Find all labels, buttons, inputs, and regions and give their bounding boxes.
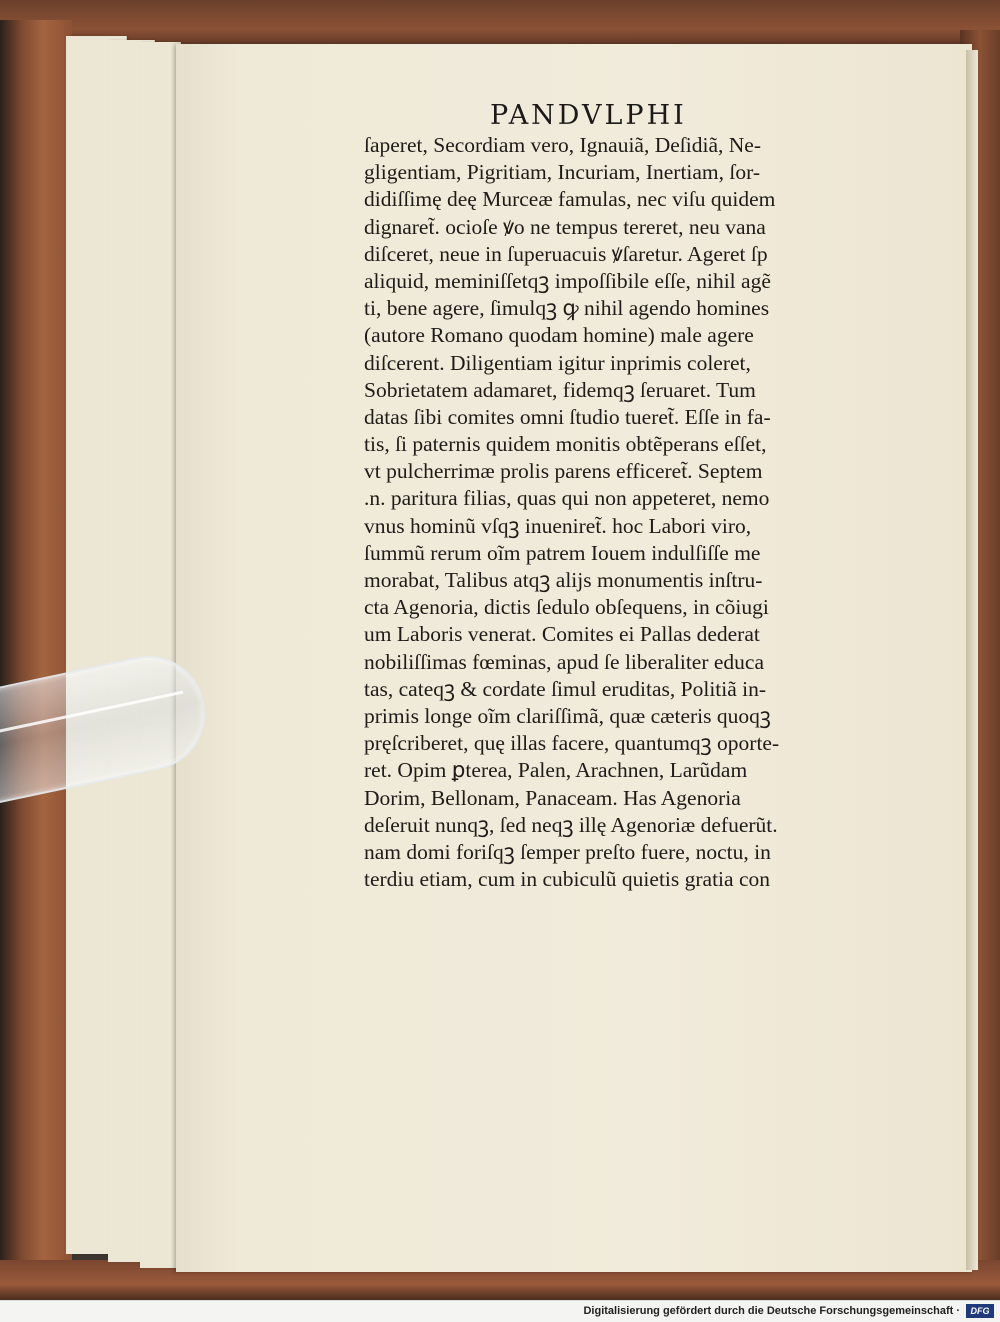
footer-credit: Digitalisierung gefördert durch die Deutsche Forschungsgemeinschaft ·	[583, 1305, 960, 1317]
text-line: vnus hominũ vſqꝫ inueniret̃. hoc Labori viro,	[364, 513, 752, 538]
text-line: Dorim, Bellonam, Panaceam. Has Agenoria	[364, 785, 741, 810]
text-line: tis, ſi paternis quidem monitis obtẽperans eſſet,	[364, 432, 767, 457]
text-line: tas, cateqꝫ & cordate ſimul eruditas, Politiã in-	[364, 676, 767, 701]
text-line: ſummũ rerum oĩm patrem Iouem indulſiſſe me	[364, 540, 761, 565]
text-line: um Laboris venerat. Comites ei Pallas dederat	[364, 622, 760, 647]
text-line: ret. Opim ꝑterea, Palen, Arachnen, Larũdam	[364, 758, 748, 783]
text-line: vt pulcherrimæ prolis parens efficeret̃. Septem	[364, 459, 763, 484]
text-line: dignaret̃. ocioſe ꝟo ne tempus tereret, neu vana	[364, 214, 766, 239]
text-line: cta Agenoria, dictis ſedulo obſequens, in cõiugi	[364, 595, 769, 620]
text-line: morabat, Talibus atqꝫ alijs monumentis inſtru-	[364, 568, 763, 592]
text-line: terdiu etiam, cum in cubiculũ quietis gratia con	[364, 867, 770, 892]
text-line: (autore Romano quodam homine) male agere	[364, 323, 754, 348]
text-line: diſcerent. Diligentiam igitur inprimis coleret,	[364, 350, 751, 375]
text-line: ſaperet, Secordiam vero, Ignauiã, Deſidiã, Ne-	[364, 133, 761, 157]
text-line: didiſſimę deę Murceæ famulas, nec viſu quidem	[364, 187, 776, 212]
text-line: gligentiam, Pigritiam, Incuriam, Inertiam, ſor-	[364, 160, 761, 185]
text-line: primis longe oĩm clariſſimã, quæ cæteris quoqꝫ	[364, 703, 771, 728]
dfg-logo: DFG	[966, 1304, 994, 1318]
book-cover-left-edge	[0, 20, 72, 1290]
text-line: datas ſibi comites omni ſtudio tueret̃. Eſſe in fa-	[364, 404, 771, 429]
text-line: Sobrietatem adamaret, fidemqꝫ ſeruaret. Tum	[364, 377, 756, 402]
clip-highlight	[0, 691, 183, 737]
body-text	[364, 132, 904, 893]
text-line: pręſcriberet, quę illas facere, quantumqꝫ oporte-	[364, 731, 780, 756]
text-line: nam domi foriſqꝫ ſemper preſto fuere, noctu, in	[364, 839, 771, 864]
page-gutter	[966, 50, 978, 1270]
text-line: .n. paritura filias, quas qui non appeteret, nemo	[364, 486, 770, 511]
text-line: ti, bene agere, ſimulqꝫ ꝙ nihil agendo homines	[364, 296, 770, 321]
page-stack-edge	[140, 42, 181, 1268]
text-line: nobiliſſimas fœminas, apud ſe liberaliter educa	[364, 649, 765, 674]
text-line: diſceret, neue in ſuperuacuis ꝟſaretur. Ageret ſp	[364, 241, 768, 266]
text-line: deſeruit nunqꝫ, ſed neqꝫ illę Agenoriæ defuerũt.	[364, 812, 778, 837]
digitization-footer	[0, 1300, 1000, 1322]
running-head: PANDVLPHI	[490, 100, 687, 131]
text-line: aliquid, meminiſſetqꝫ impoſſibile eſſe, nihil agẽ	[364, 268, 771, 293]
